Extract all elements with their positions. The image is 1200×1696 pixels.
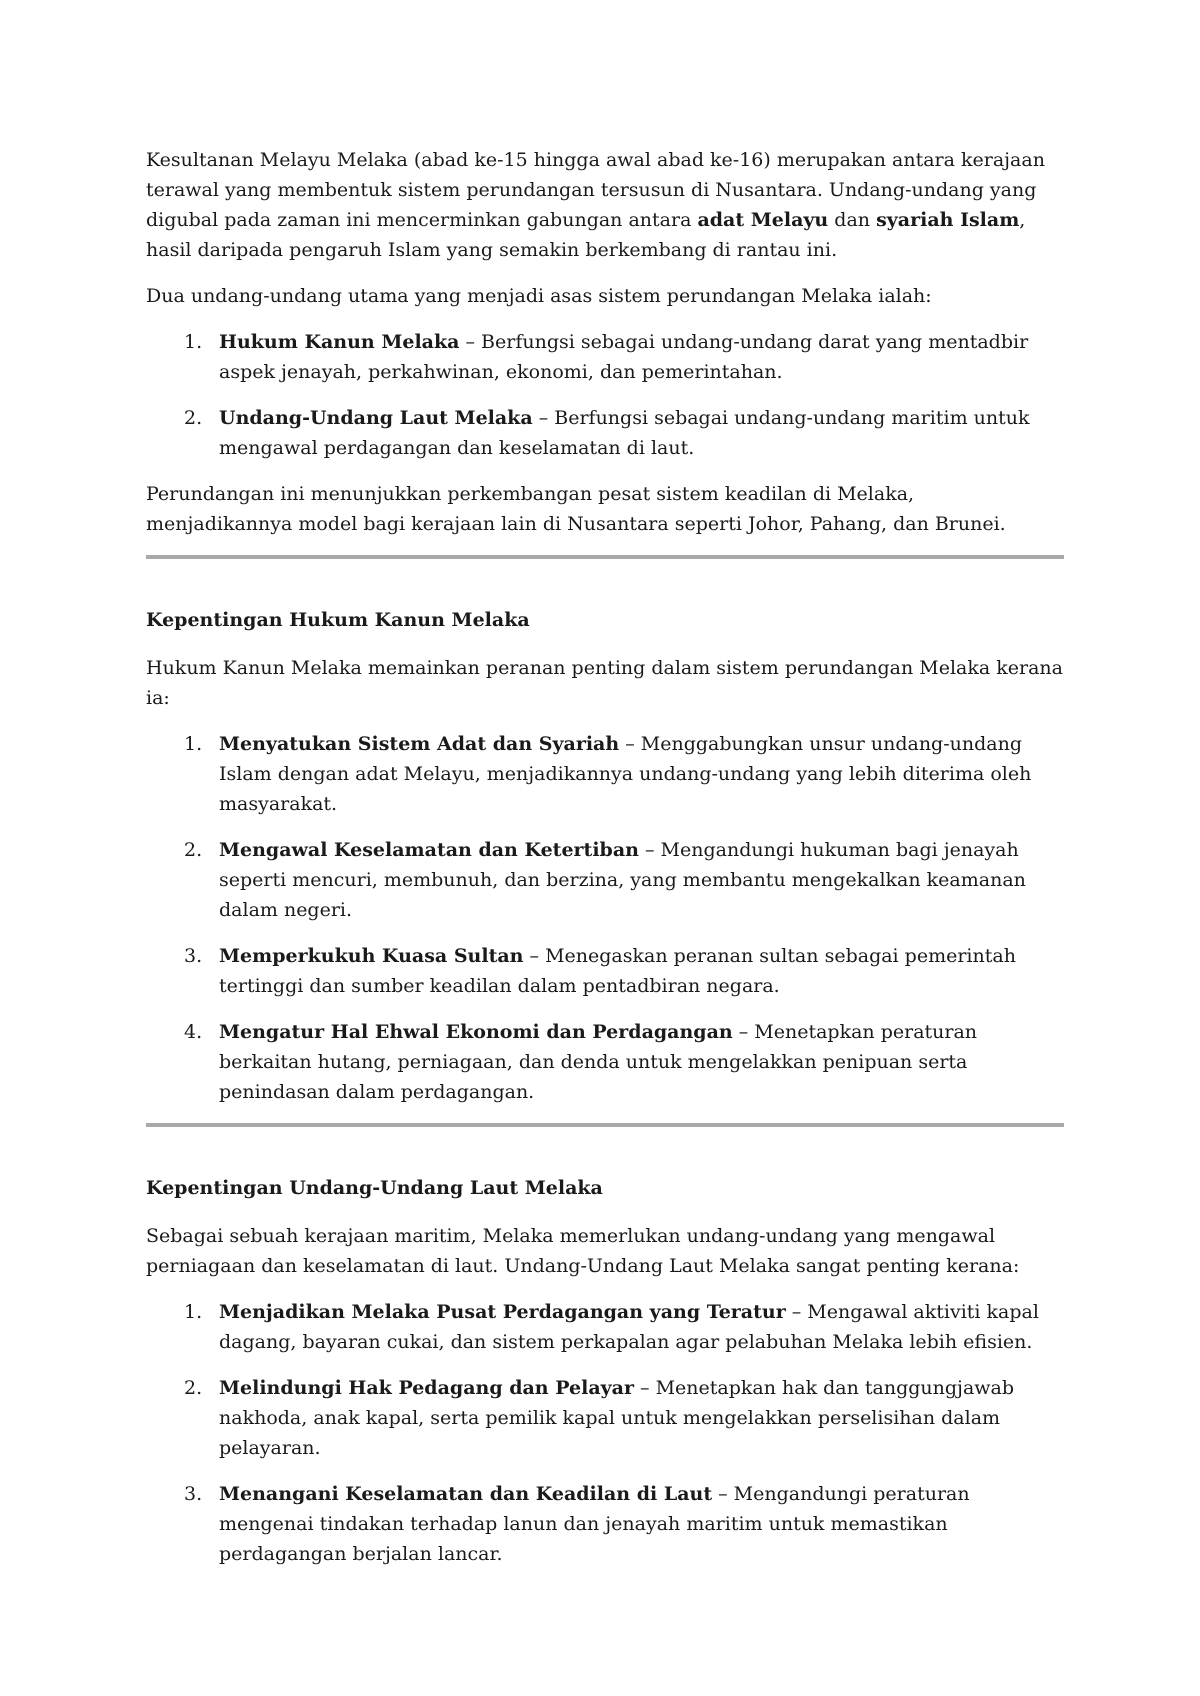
list-number: 1. <box>184 1301 203 1323</box>
list-number: 2. <box>184 839 203 861</box>
list-item-title: Melindungi Hak Pedagang dan Pelayar <box>219 1377 634 1399</box>
list-number: 2. <box>184 1377 203 1399</box>
intro-text-end: , hasil daripada pengaruh Islam yang semakin berkembang di rantau ini. <box>146 209 1026 261</box>
list-item <box>146 327 1064 387</box>
hukum-kanun-list <box>146 729 1064 1107</box>
intro-text: Kesultanan Melayu Melaka (abad ke-15 hingga awal abad ke-16) merupakan antara kerajaan terawal yang membentuk sistem perundangan tersusun di Nusantara. Undang-undang yang digubal pada zaman ini mencerminkan gabungan antara <box>146 149 1045 231</box>
horizontal-rule <box>146 555 1064 559</box>
list-item-title: Menangani Keselamatan dan Keadilan di Laut <box>219 1483 713 1505</box>
list-item-title: Menyatukan Sistem Adat dan Syariah <box>219 733 620 755</box>
list-item-title: Mengawal Keselamatan dan Ketertiban <box>219 839 639 861</box>
bold-term-adat-melayu: adat Melayu <box>697 209 829 231</box>
undang-laut-list <box>146 1297 1064 1569</box>
list-item <box>146 1373 1064 1463</box>
horizontal-rule <box>146 1123 1064 1127</box>
intro-text-connector: dan <box>828 209 877 231</box>
list-intro-paragraph: Dua undang-undang utama yang menjadi asas sistem perundangan Melaka ialah: <box>146 285 932 307</box>
list-number: 3. <box>184 945 203 967</box>
list-item-text: – Berfungsi sebagai undang-undang darat yang mentadbir aspek jenayah, perkahwinan, ekonomi, dan pemerintahan. <box>219 331 1029 383</box>
section-intro-paragraph: Hukum Kanun Melaka memainkan peranan penting dalam sistem perundangan Melaka kerana ia: <box>146 657 1063 709</box>
list-item-title: Memperkukuh Kuasa Sultan <box>219 945 524 967</box>
list-number: 1. <box>184 733 203 755</box>
list-item <box>146 729 1064 819</box>
list-item <box>146 1017 1064 1107</box>
bold-term-syariah-islam: syariah Islam <box>876 209 1020 231</box>
list-item-text: – Mengandungi peraturan mengenai tindakan terhadap lanun dan jenayah maritim untuk memastikan perdagangan berjalan lancar. <box>219 1483 970 1565</box>
list-item-title: Undang-Undang Laut Melaka <box>219 407 533 429</box>
list-number: 4. <box>184 1021 203 1043</box>
list-item <box>146 1297 1064 1357</box>
list-item <box>146 835 1064 925</box>
conclusion-paragraph: Perundangan ini menunjukkan perkembangan pesat sistem keadilan di Melaka, menjadikannya model bagi kerajaan lain di Nusantara seperti Johor, Pahang, dan Brunei. <box>146 483 1006 535</box>
list-item-text: – Menetapkan peraturan berkaitan hutang, perniagaan, dan denda untuk mengelakkan penipuan serta penindasan dalam perdagangan. <box>219 1021 978 1103</box>
section-heading-undang-laut: Kepentingan Undang-Undang Laut Melaka <box>146 1177 603 1199</box>
list-item-title: Mengatur Hal Ehwal Ekonomi dan Perdagangan <box>219 1021 733 1043</box>
list-item <box>146 941 1064 1001</box>
list-item-text: – Mengawal aktiviti kapal dagang, bayaran cukai, dan sistem perkapalan agar pelabuhan Melaka lebih efisien. <box>219 1301 1039 1353</box>
section-intro-paragraph: Sebagai sebuah kerajaan maritim, Melaka memerlukan undang-undang yang mengawal perniagaan dan keselamatan di laut. Undang-Undang Laut Melaka sangat penting kerana: <box>146 1225 1020 1277</box>
list-item-text: – Menggabungkan unsur undang-undang Islam dengan adat Melayu, menjadikannya undang-undang yang lebih diterima oleh masyarakat. <box>219 733 1032 815</box>
list-item-text: – Menetapkan hak dan tanggungjawab nakhoda, anak kapal, serta pemilik kapal untuk mengelakkan perselisihan dalam pelayaran. <box>219 1377 1015 1459</box>
list-item-text: – Menegaskan peranan sultan sebagai pemerintah tertinggi dan sumber keadilan dalam pentadbiran negara. <box>219 945 1016 997</box>
section-heading-hukum-kanun: Kepentingan Hukum Kanun Melaka <box>146 609 530 631</box>
list-item-text: – Mengandungi hukuman bagi jenayah seperti mencuri, membunuh, dan berzina, yang membantu mengekalkan keamanan dalam negeri. <box>219 839 1026 921</box>
main-laws-list <box>146 327 1064 463</box>
list-number: 2. <box>184 407 203 429</box>
list-item <box>146 1479 1064 1569</box>
list-item-text: – Berfungsi sebagai undang-undang maritim untuk mengawal perdagangan dan keselamatan di laut. <box>219 407 1030 459</box>
list-item <box>146 403 1064 463</box>
list-number: 1. <box>184 331 203 353</box>
list-item-title: Menjadikan Melaka Pusat Perdagangan yang Teratur <box>219 1301 786 1323</box>
intro-paragraph <box>146 145 1064 265</box>
document-body <box>146 145 1064 1585</box>
list-number: 3. <box>184 1483 203 1505</box>
list-item-title: Hukum Kanun Melaka <box>219 331 460 353</box>
